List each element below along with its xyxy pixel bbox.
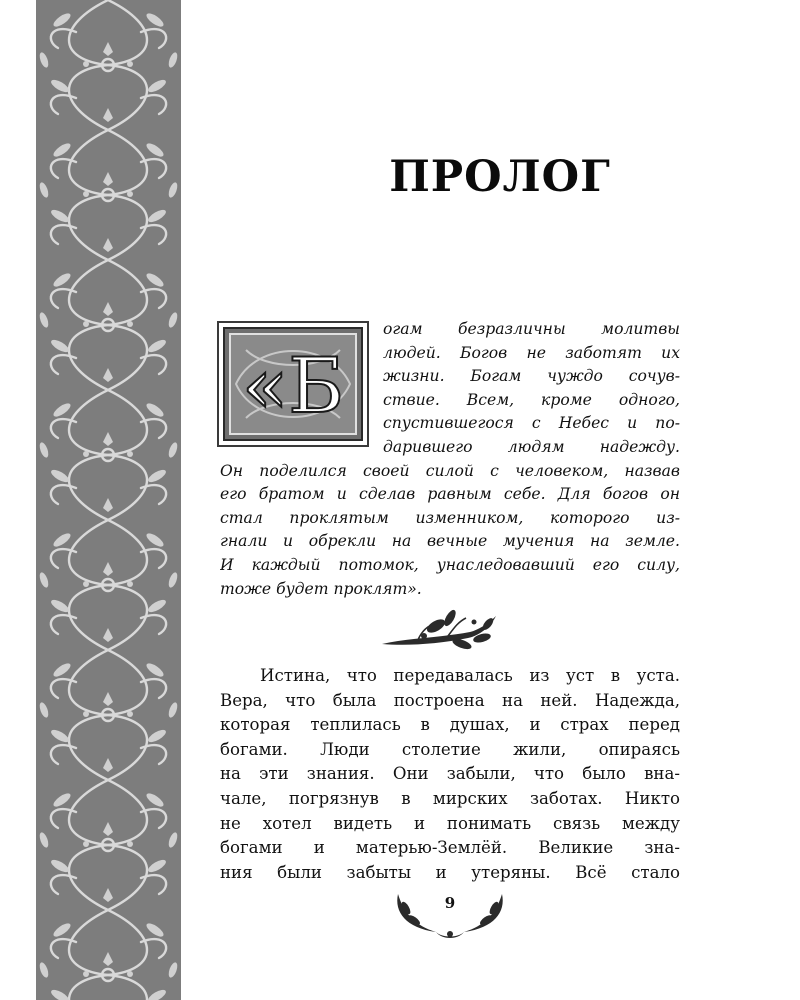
body-line: богами и матерью-Землёй. Великие зна-: [220, 838, 680, 858]
page-footer: [392, 888, 508, 942]
body-line: чале, погрязнув в мирских заботах. Никто: [220, 788, 680, 808]
body-line: на эти знания. Они забыли, что было вна-: [220, 764, 680, 784]
body-paragraph: [220, 664, 680, 885]
epigraph-line: Он поделился своей силой с человеком, назвав: [220, 461, 680, 480]
body-line: ния были забыты и утеряны. Всё стало: [220, 862, 680, 882]
epigraph-line: И каждый потомок, унаследовавший его силу,: [220, 555, 680, 574]
body-line: которая теплилась в душах, и страх перед: [220, 715, 680, 735]
epigraph-line: спустившегося с Небес и по-: [383, 414, 680, 433]
body-line: Вера, что была построена на ней. Надежда,: [220, 690, 680, 710]
page-number: 9: [444, 894, 456, 912]
epigraph-line: тоже будет проклят».: [220, 579, 422, 598]
epigraph-line: дарившего людям надежду.: [383, 437, 680, 456]
epigraph-line: людей. Богов не заботят их: [383, 343, 680, 362]
epigraph-line: ствие. Всем, кроме одного,: [383, 390, 680, 409]
floral-sprig-icon: [378, 608, 502, 658]
chapter-title: ПРОЛОГ: [389, 152, 611, 202]
drop-cap-letter: «Б: [241, 341, 345, 430]
epigraph-paragraph: [220, 318, 680, 601]
epigraph-line: стал проклятым изменником, которого из-: [220, 508, 680, 527]
body-line: не хотел видеть и понимать связь между: [220, 813, 680, 833]
epigraph-line: его братом и сделав равным себе. Для богов он: [220, 485, 680, 504]
body-line: Истина, что передавалась из уст в уста.: [260, 666, 680, 685]
epigraph-line: гнали и обрекли на вечные мучения на земле.: [220, 532, 680, 551]
body-line: богами. Люди столетие жили, опираясь: [220, 739, 680, 759]
floral-ornament-strip: [36, 0, 181, 1000]
epigraph-line: огам безразличны молитвы: [383, 320, 680, 338]
epigraph-line: жизни. Богам чуждо сочув-: [383, 367, 680, 386]
